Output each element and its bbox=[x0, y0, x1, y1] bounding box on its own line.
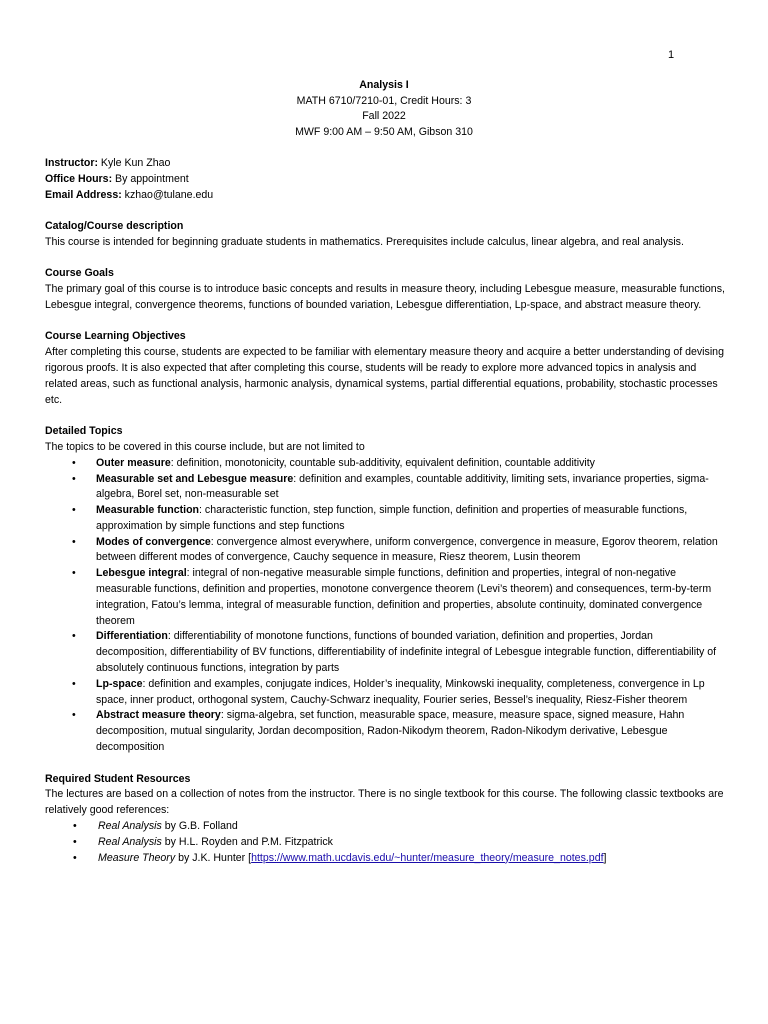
office-hours-label: Office Hours: bbox=[45, 172, 113, 185]
topic-item bbox=[45, 629, 725, 676]
book-author: by H.L. Royden and P.M. Fitzpatrick bbox=[161, 835, 333, 848]
catalog-section bbox=[45, 219, 725, 251]
email-label: Email Address: bbox=[45, 188, 122, 201]
textbook-list bbox=[45, 819, 725, 866]
topic-item bbox=[45, 535, 725, 567]
bullet-icon: • bbox=[72, 630, 76, 643]
catalog-text: This course is intended for beginning graduate students in mathematics. Prerequisites include calculus, linear algebra, and real analysis. bbox=[45, 235, 684, 248]
topics-section bbox=[45, 424, 725, 756]
measure-notes-link[interactable]: https://www.math.ucdavis.edu/~hunter/measure_theory/measure_notes.pdf bbox=[251, 851, 604, 864]
page-number: 1 bbox=[668, 49, 675, 61]
syllabus-body bbox=[45, 156, 725, 866]
goals-section bbox=[45, 266, 725, 313]
book-title: Real Analysis bbox=[98, 835, 162, 848]
goals-text: The primary goal of this course is to introduce basic concepts and results in measure theory, including Lebesgue measure, measurable functions, Lebesgue integral, convergence theorems, functions of bounded variation, Lebesgue differentiation, Lp-space, and abstract measure theory. bbox=[45, 283, 725, 311]
topic-term: Measurable set and Lebesgue measure bbox=[96, 472, 294, 485]
instructor-info bbox=[45, 156, 725, 203]
bullet-icon: • bbox=[72, 472, 76, 485]
goals-title: Course Goals bbox=[45, 267, 114, 280]
bullet-icon: • bbox=[73, 819, 77, 832]
topic-item bbox=[45, 677, 725, 709]
bullet-icon: • bbox=[73, 851, 77, 864]
catalog-title: Catalog/Course description bbox=[45, 220, 184, 233]
topic-item bbox=[45, 456, 725, 472]
topics-title: Detailed Topics bbox=[45, 425, 123, 438]
course-title: Analysis I bbox=[359, 79, 409, 91]
resources-intro: The lectures are based on a collection of notes from the instructor. There is no single textbook for this course. The following classic textbooks are relatively good references: bbox=[45, 788, 724, 817]
textbook-item bbox=[45, 819, 725, 835]
topic-description: : differentiability of monotone functions, functions of bounded variation, definition and properties, Jordan decomposition, differentiability of BV functions, differentiability of indefinite integral of Lebesgue integrable function, differentiability of absolutely continuous functions, integration by parts bbox=[96, 630, 717, 675]
instructor-line bbox=[45, 156, 725, 172]
topics-list bbox=[45, 456, 725, 756]
link-close-bracket: ] bbox=[603, 851, 607, 864]
email-line bbox=[45, 188, 725, 204]
topics-intro: The topics to be covered in this course include, but are not limited to bbox=[45, 440, 365, 453]
topic-item bbox=[45, 503, 725, 535]
email-value: kzhao@tulane.edu bbox=[121, 188, 214, 201]
topic-term: Outer measure bbox=[96, 456, 171, 469]
bullet-icon: • bbox=[72, 456, 76, 469]
bullet-icon: • bbox=[72, 567, 76, 580]
objectives-title: Course Learning Objectives bbox=[45, 330, 186, 343]
office-hours-line bbox=[45, 172, 725, 188]
office-hours-value: By appointment bbox=[112, 172, 189, 185]
topic-term: Measurable function bbox=[96, 504, 200, 517]
topic-term: Modes of convergence bbox=[96, 535, 211, 548]
book-author: by G.B. Folland bbox=[161, 819, 238, 832]
book-title: Measure Theory bbox=[98, 851, 176, 864]
resources-section bbox=[45, 772, 725, 867]
topic-term: Abstract measure theory bbox=[96, 709, 221, 722]
book-author: by J.K. Hunter [ bbox=[175, 851, 252, 864]
objectives-section bbox=[45, 329, 725, 408]
topic-description: : definition and examples, conjugate indices, Holder’s inequality, Minkowski inequality, completeness, convergence in Lp space, inner product, orthogonal system, Cauchy-Schwarz inequality, Fourier series, Bessel’s inequality, Riesz-Fisher theorem bbox=[96, 677, 705, 706]
bullet-icon: • bbox=[72, 504, 76, 517]
topic-description: : convergence almost everywhere, uniform convergence, convergence in measure, Egorov theorem, relation between different modes of convergence, Cauchy sequence in measure, Riesz theorem, Lusin theorem bbox=[96, 535, 718, 564]
course-code: MATH 6710/7210-01, Credit Hours: 3 bbox=[296, 94, 472, 107]
course-term: Fall 2022 bbox=[362, 110, 406, 123]
topic-term: Lebesgue integral bbox=[96, 567, 187, 580]
topic-description: : sigma-algebra, set function, measurable space, measure, measure space, signed measure, Hahn decomposition, mutual singularity, Jordan decomposition, Radon-Nikodym theorem, Radon-Nikodym derivative, Lebesgue decomposition bbox=[96, 709, 685, 754]
topic-description: : integral of non-negative measurable simple functions, definition and properties, integral of non-negative measurable functions, definition and properties, monotone convergence theorem (Levi’s theorem) and consequences, term-by-term integration, Fatou’s lemma, integral of measurable function, definition and properties, absolute continuity, dominated convergence theorem bbox=[96, 567, 712, 627]
book-title: Real Analysis bbox=[98, 819, 162, 832]
course-schedule: MWF 9:00 AM – 9:50 AM, Gibson 310 bbox=[295, 126, 473, 139]
topic-item bbox=[45, 566, 725, 629]
bullet-icon: • bbox=[72, 535, 76, 548]
syllabus-header bbox=[0, 78, 768, 141]
topic-item bbox=[45, 708, 725, 755]
topic-description: : definition, monotonicity, countable sub-additivity, equivalent definition, countable additivity bbox=[170, 456, 595, 469]
bullet-icon: • bbox=[73, 835, 77, 848]
textbook-item bbox=[45, 835, 725, 851]
topic-description: : characteristic function, step function, simple function, definition and properties of measurable functions, approximation by simple functions and step functions bbox=[96, 504, 688, 532]
topic-item bbox=[45, 472, 725, 504]
topic-term: Differentiation bbox=[96, 630, 168, 643]
topic-description: : definition and examples, countable additivity, limiting sets, invariance properties, sigma-algebra, Borel set, non-measurable set bbox=[96, 472, 709, 501]
bullet-icon: • bbox=[72, 677, 76, 690]
instructor-name: Kyle Kun Zhao bbox=[97, 157, 171, 169]
textbook-item bbox=[45, 851, 725, 867]
bullet-icon: • bbox=[72, 709, 76, 722]
objectives-text: After completing this course, students are expected to be familiar with elementary measure theory and acquire a better understanding of devising rigorous proofs. It is also expected that after completing this course, students will be ready to explore more advanced topics in analysis and related areas, such as functional analysis, harmonic analysis, dynamical systems, partial differential equations, probability, stochastic processes etc. bbox=[45, 346, 724, 406]
instructor-label: Instructor: bbox=[45, 157, 98, 169]
topic-term: Lp-space bbox=[96, 677, 143, 690]
resources-title: Required Student Resources bbox=[45, 772, 191, 785]
